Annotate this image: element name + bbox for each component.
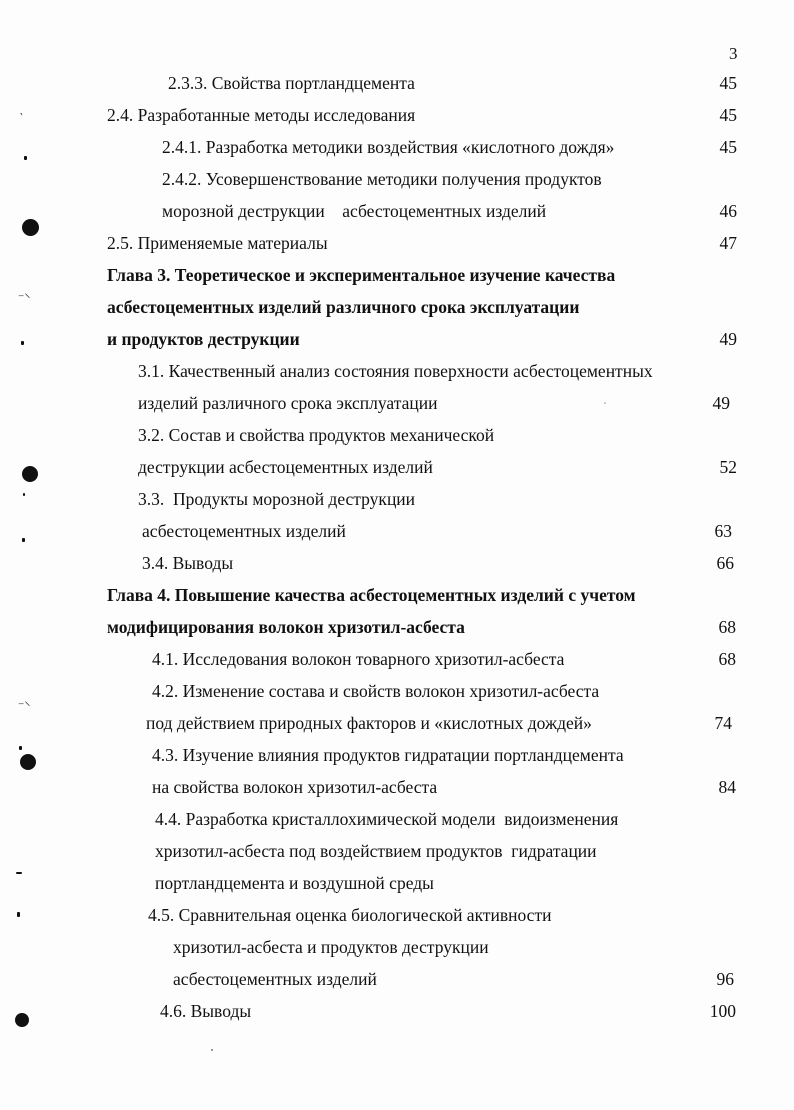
toc-entry-text: изделий различного срока эксплуатации (138, 393, 438, 413)
toc-page-number: 68 (718, 617, 736, 637)
toc-entry-text: 2.4.1. Разработка методики воздействия «кислотного дождя» (162, 137, 615, 157)
toc-entry-text: 3.3. Продукты морозной деструкции (138, 489, 416, 509)
toc-page-number: 66 (716, 553, 734, 573)
chapter-heading: и продуктов деструкции (107, 329, 300, 349)
scan-speck (19, 746, 22, 750)
binding-hole-mark (15, 1013, 29, 1027)
toc-entry-text: морозной деструкции асбестоцементных изделий (162, 201, 547, 221)
toc-page-number: 52 (719, 457, 737, 477)
toc-page-number: 63 (714, 521, 732, 541)
chapter-heading: Глава 3. Теоретическое и экспериментальное изучение качества (107, 265, 616, 285)
toc-page-number: 45 (719, 137, 737, 157)
toc-entry-text: 4.6. Выводы (160, 1001, 252, 1021)
binding-hole-mark (20, 754, 36, 770)
scan-speck (22, 538, 25, 542)
toc-entry-text: 2.5. Применяемые материалы (107, 233, 328, 253)
toc-entry-text: под действием природных факторов и «кислотных дождей» (146, 713, 592, 733)
binding-hole-mark (22, 219, 39, 236)
toc-entry-text: 3.1. Качественный анализ состояния поверхности асбестоцементных (138, 361, 653, 381)
scan-speck (23, 493, 25, 496)
toc-page-number: 84 (718, 777, 736, 797)
chapter-heading: Глава 4. Повышение качества асбестоцементных изделий с учетом (107, 585, 636, 605)
page-number: 3 (729, 44, 738, 63)
toc-entry-text: хризотил-асбеста и продуктов деструкции (173, 937, 489, 957)
binding-hole-mark (22, 466, 38, 482)
scan-speck (16, 872, 22, 874)
toc-entry-text: 2.4.2. Усовершенствование методики получения продуктов (162, 169, 602, 189)
toc-entry-text: 2.3.3. Свойства портландцемента (168, 73, 415, 93)
toc-entry-text: 3.2. Состав и свойства продуктов механической (138, 425, 495, 445)
toc-page-number: 47 (719, 233, 737, 253)
toc-entry-text: на свойства волокон хризотил-асбеста (152, 777, 438, 797)
scan-speck (604, 402, 606, 404)
toc-entry-text: деструкции асбестоцементных изделий (138, 457, 433, 477)
chapter-heading: асбестоцементных изделий различного срока эксплуатации (107, 297, 580, 317)
toc-entry-text: асбестоцементных изделий (173, 969, 377, 989)
toc-entry-text: портландцемента и воздушной среды (155, 873, 434, 893)
scan-speck (24, 156, 27, 160)
toc-page-number: 49 (719, 329, 737, 349)
scan-tick: ‵ (20, 111, 23, 125)
toc-entry-text: 4.2. Изменение состава и свойств волокон хризотил-асбеста (152, 681, 600, 701)
scan-tick: ⁻⸌ (18, 291, 31, 305)
scan-speck (17, 912, 20, 917)
toc-entry-text: 4.4. Разработка кристаллохимической модели видоизменения (155, 809, 619, 829)
chapter-heading: модифицирования волокон хризотил-асбеста (107, 617, 465, 637)
toc-page-number: 74 (714, 713, 732, 733)
toc-page-number: 45 (719, 73, 737, 93)
toc-entry-text: хризотил-асбеста под воздействием продуктов гидратации (155, 841, 597, 861)
toc-page-number: 49 (712, 393, 730, 413)
toc-entry-text: 3.4. Выводы (142, 553, 234, 573)
toc-page-number: 100 (709, 1001, 736, 1021)
toc-page-number: 68 (718, 649, 736, 669)
toc-page-number: 46 (719, 201, 737, 221)
scan-tick: ⁻⸌ (18, 699, 31, 713)
toc-page-number: 45 (719, 105, 737, 125)
toc-entry-text: 4.1. Исследования волокон товарного хризотил-асбеста (152, 649, 565, 669)
toc-page-number: 96 (716, 969, 734, 989)
scan-speck (211, 1049, 213, 1051)
toc-entry-text: 2.4. Разработанные методы исследования (107, 105, 416, 125)
toc-entry-text: 4.5. Сравнительная оценка биологической активности (148, 905, 552, 925)
toc-entry-text: 4.3. Изучение влияния продуктов гидратации портландцемента (152, 745, 624, 765)
scan-speck (21, 341, 24, 345)
toc-entry-text: асбестоцементных изделий (142, 521, 346, 541)
